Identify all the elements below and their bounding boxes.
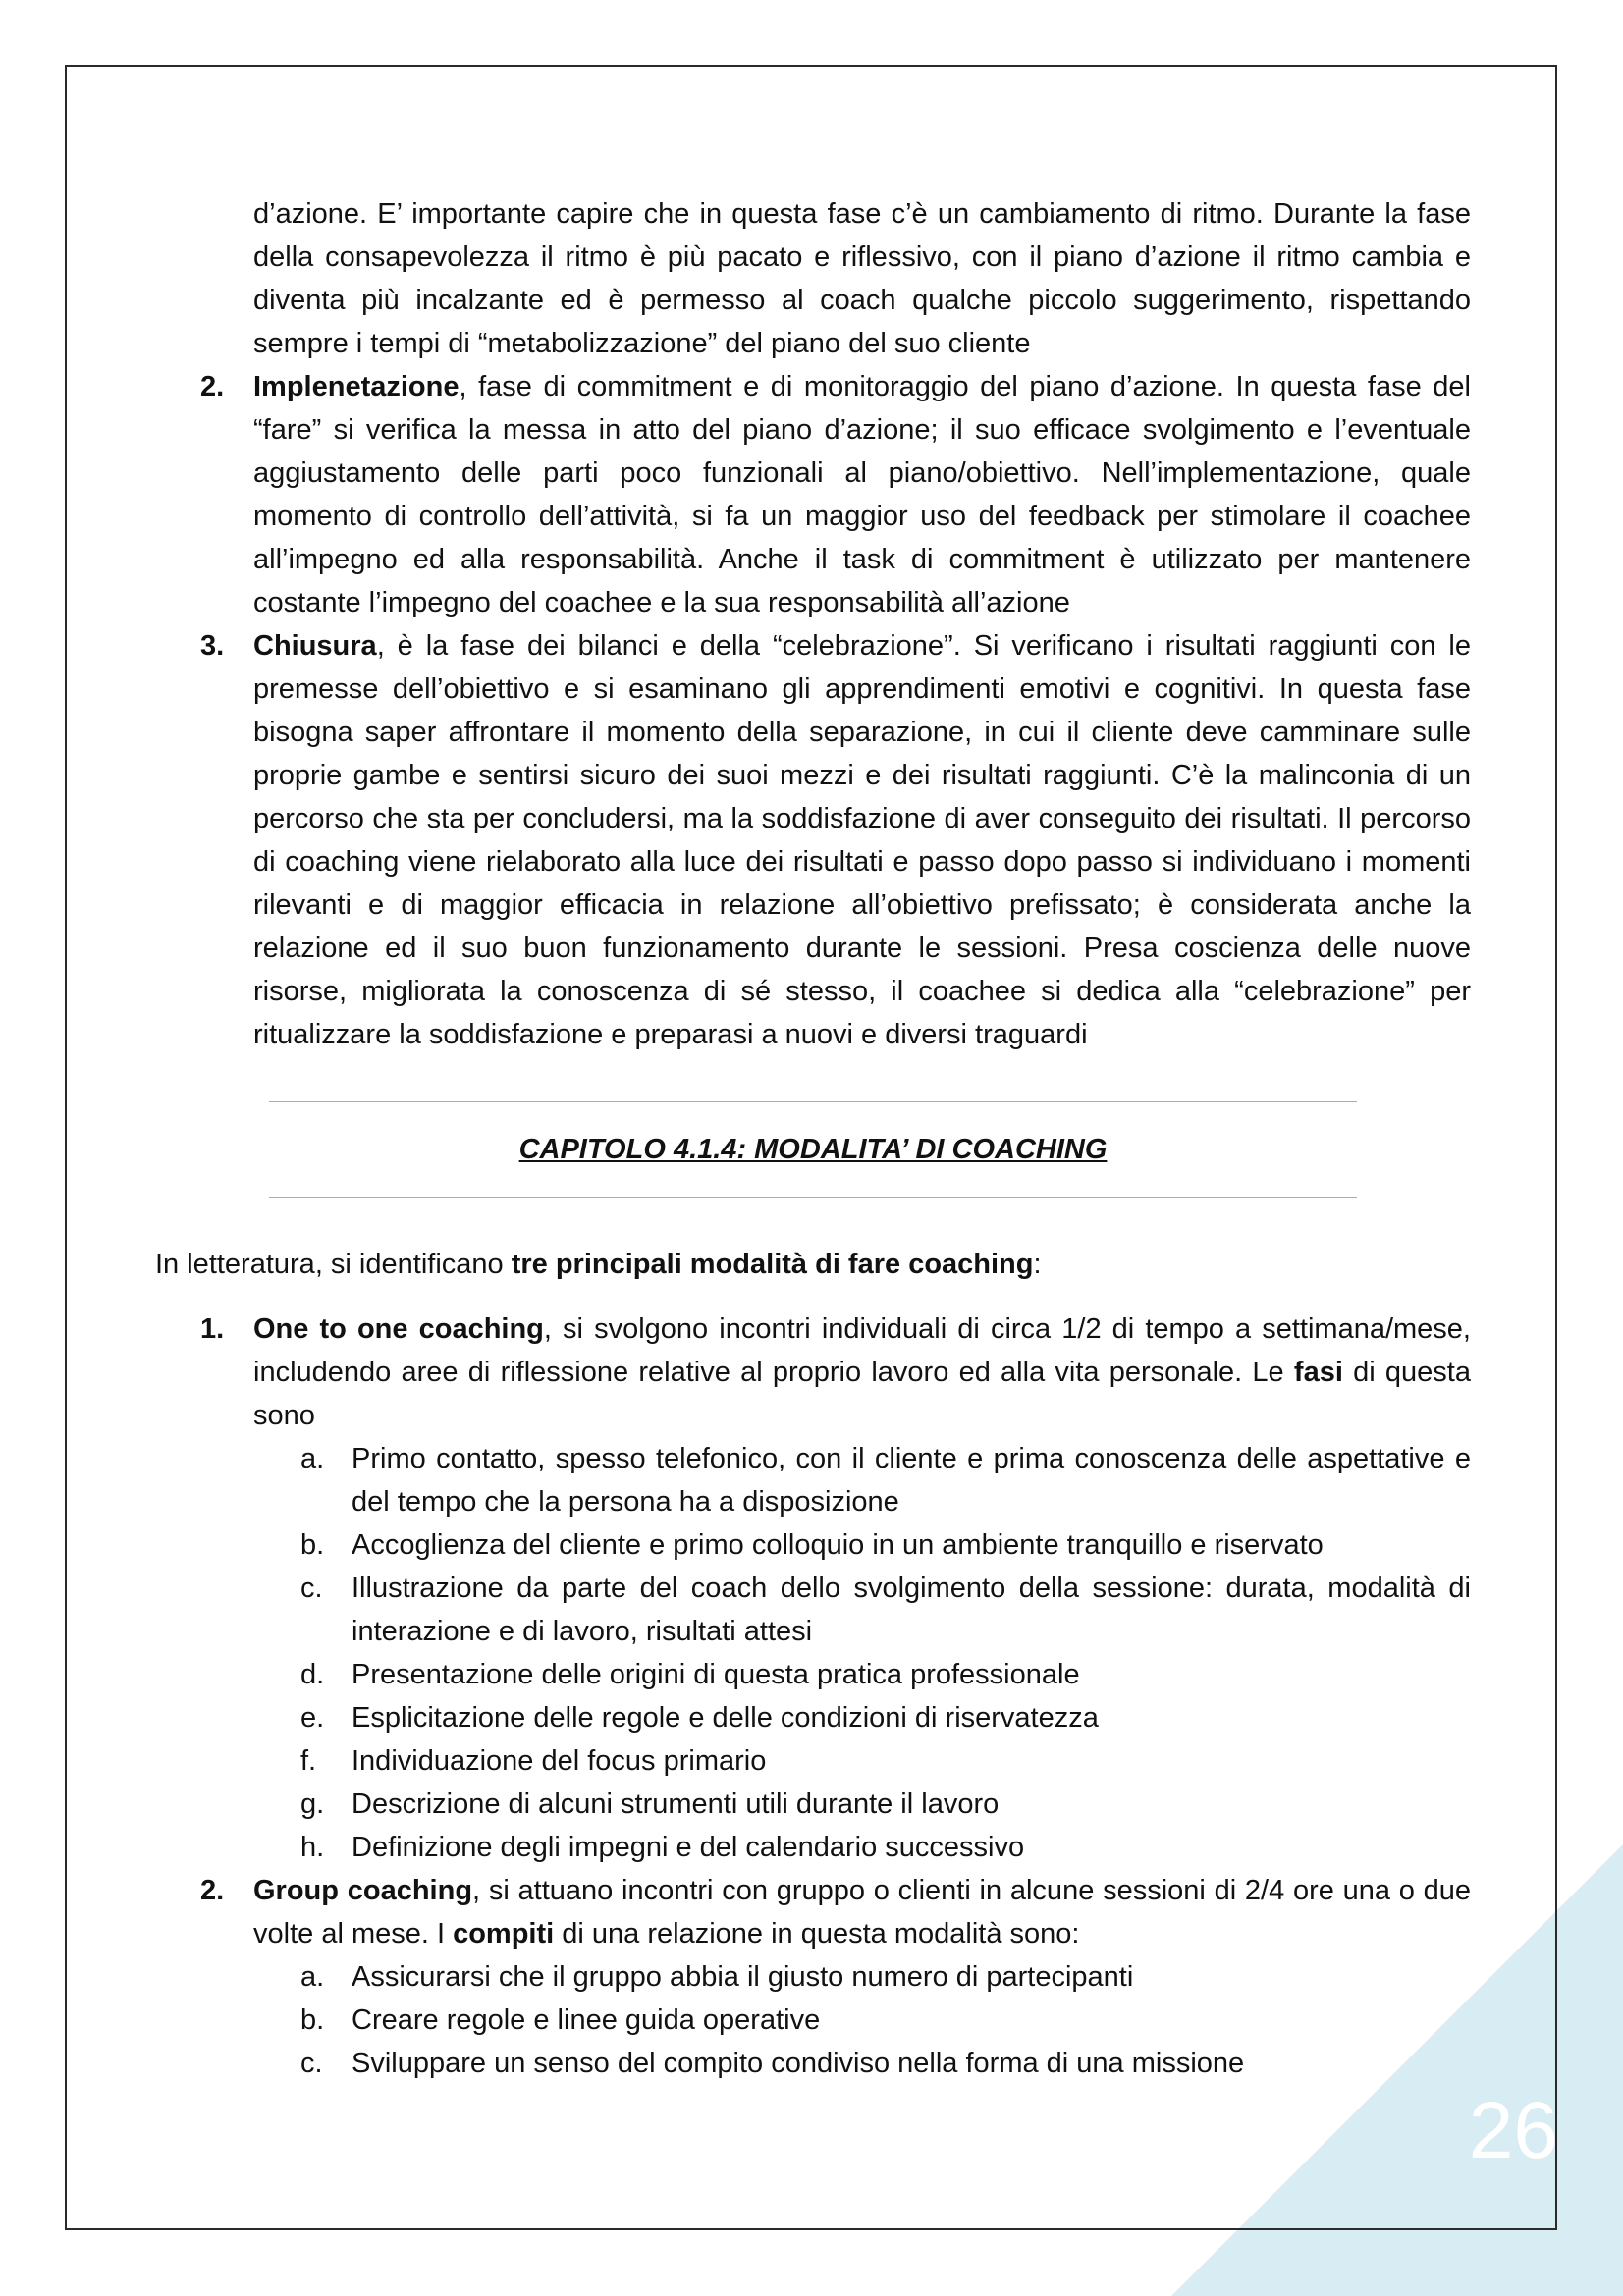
item-title: Implenetazione bbox=[253, 371, 460, 402]
sub-item: b. Creare regole e linee guida operative bbox=[300, 2004, 821, 2036]
list-item bbox=[155, 365, 1471, 624]
item-title: One to one coaching bbox=[253, 1313, 544, 1345]
intro-bold: tre principali modalità di fare coaching bbox=[511, 1249, 1034, 1280]
item-number: 2. bbox=[200, 1875, 225, 1906]
sub-item: c. Illustrazione da parte del coach dello svolgimento della sessione: durata, modalità di interazione e di lavoro, risultati attesi bbox=[300, 1573, 1471, 1647]
page-number: 26 bbox=[1468, 2086, 1558, 2175]
list-item: 2. Group coaching, si attuano incontri con gruppo o clienti in alcune sessioni di 2/4 ore una o due volte al mese. I compiti di una relazione in questa modalità sono: bbox=[155, 1869, 1471, 1955]
continuation-paragraph: d’azione. E’ importante capire che in questa fase c’è un cambiamento di ritmo. Durante la fase della consapevolezza il ritmo è più pacato e riflessivo, con il piano d’azione il ritmo cambia e diventa più incalzante ed è permesso al coach qualche piccolo suggerimento, rispettando sempre i tempi di “metabolizzazione” del piano del suo cliente bbox=[253, 198, 1471, 359]
sub-item: g. Descrizione di alcuni strumenti utili durante il lavoro bbox=[300, 1789, 1000, 1820]
list-item: 1. One to one coaching, si svolgono incontri individuali di circa 1/2 di tempo a settimana/mese, includendo aree di riflessione relative al proprio lavoro ed alla vita personale. Le fasi di questa sono bbox=[155, 1308, 1471, 1437]
sub-item: h. Definizione degli impegni e del calendario successivo bbox=[300, 1832, 1025, 1863]
intro-paragraph: In letteratura, si identificano tre principali modalità di fare coaching: bbox=[155, 1249, 1042, 1280]
list-item bbox=[155, 624, 1471, 1056]
item-title: Chiusura bbox=[253, 630, 377, 662]
item-title: Group coaching bbox=[253, 1875, 473, 1906]
sub-item: e. Esplicitazione delle regole e delle condizioni di riservatezza bbox=[300, 1702, 1099, 1734]
document-body bbox=[155, 192, 1471, 2085]
item-number: 3. bbox=[200, 630, 225, 662]
sub-item: f. Individuazione del focus primario bbox=[300, 1745, 767, 1777]
sub-item: d. Presentazione delle origini di questa pratica professionale bbox=[300, 1659, 1080, 1690]
phases-list bbox=[155, 365, 1471, 1056]
item-text: , è la fase dei bilanci e della “celebrazione”. Si verificano i risultati raggiunti con le premesse dell’obiettivo e si esaminano gli apprendimenti emotivi e cognitivi. In questa fase bisogna saper affrontare il momento della separazione, in cui il cliente deve camminare sulle proprie gambe e sentirsi sicuro dei suoi mezzi e dei risultati raggiunti. C’è la malinconia di un percorso che sta per concludersi, ma la soddisfazione di aver conseguito dei risultati. Il percorso di coaching viene rielaborato alla luce dei risultati e passo dopo passo si individuano i momenti rilevanti e di maggior efficacia in relazione all’obiettivo prefissato; è considerata anche la relazione ed il suo buon funzionamento durante le sessioni. Presa coscienza delle nuove risorse, migliorata la conoscenza di sé stesso, il coachee si dedica alla “celebrazione” per ritualizzare la soddisfazione e preparasi a nuovi e diversi traguardi bbox=[253, 630, 1471, 1050]
sub-item: c. Sviluppare un senso del compito condiviso nella forma di una missione bbox=[300, 2048, 1245, 2079]
sub-item: a. Assicurarsi che il gruppo abbia il giusto numero di partecipanti bbox=[300, 1961, 1134, 1993]
sub-item: b. Accoglienza del cliente e primo colloquio in un ambiente tranquillo e riservato bbox=[300, 1529, 1324, 1561]
modes-list bbox=[155, 1308, 1471, 2085]
item-number: 1. bbox=[200, 1313, 225, 1345]
sub-item: a. Primo contatto, spesso telefonico, con il cliente e prima conoscenza delle aspettative e del tempo che la persona ha a disposizione bbox=[300, 1443, 1471, 1518]
item-number: 2. bbox=[200, 371, 225, 402]
item-text: , fase di commitment e di monitoraggio del piano d’azione. In questa fase del “fare” si verifica la messa in atto del piano d’azione; il suo efficace svolgimento e l’eventuale aggiustamento delle parti poco funzionali al piano/obiettivo. Nell’implementazione, quale momento di controllo dell’attività, si fa un maggior uso del feedback per stimolare il coachee all’impegno ed alla responsabilità. Anche il task di commitment è utilizzato per mantenere costante l’impegno del coachee e la sua responsabilità all’azione bbox=[253, 371, 1471, 618]
chapter-heading: CAPITOLO 4.1.4: MODALITA’ DI COACHING bbox=[518, 1134, 1108, 1165]
divider-top bbox=[269, 1101, 1357, 1102]
